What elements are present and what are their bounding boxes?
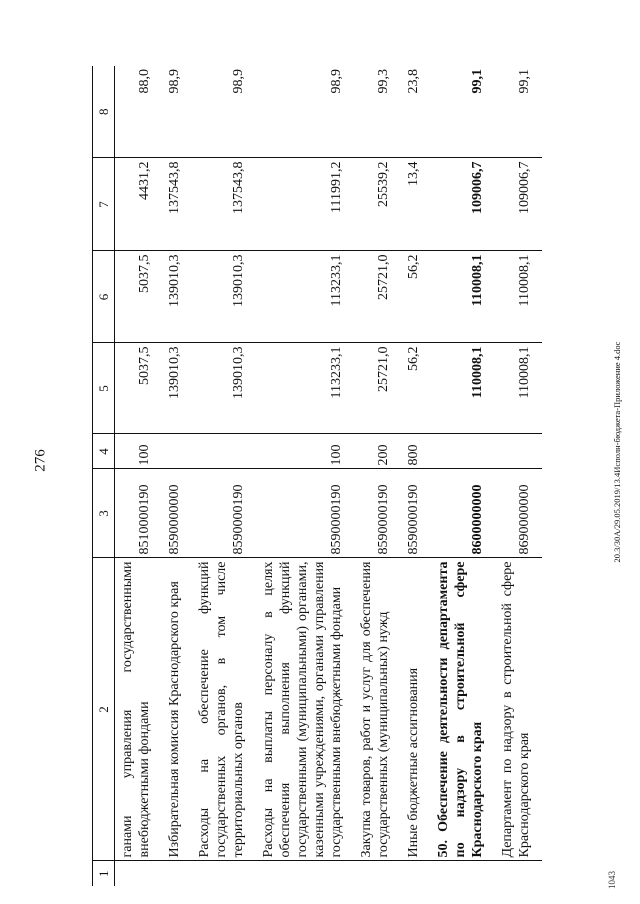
column-6-value-cell: 139010,3	[192, 251, 256, 343]
row-name: Расходы на обеспечение функций государственных органов, в том числе территориальных органов	[197, 561, 246, 858]
expense-type-cell: 100	[256, 434, 354, 469]
column-header-7: 7	[93, 158, 115, 251]
column-5-value-cell: 139010,3	[162, 343, 192, 434]
target-code-cell: 8690000000	[495, 469, 542, 558]
target-code-cell: 8600000000	[431, 469, 495, 558]
table-row	[162, 66, 192, 886]
table-row	[256, 66, 354, 886]
row-name: Избирательная комиссия Краснодарского края	[167, 581, 182, 858]
percent-value-cell: 98,9	[231, 69, 246, 94]
column-header-8: 8	[93, 66, 115, 158]
row-number-cell	[431, 861, 495, 886]
expense-type-cell: 100	[115, 434, 163, 469]
table-row	[495, 66, 542, 886]
column-number-header-row	[93, 66, 115, 886]
column-5-value-cell: 113233,1	[256, 343, 354, 434]
column-6-value-cell: 5037,5	[115, 251, 163, 343]
target-code-cell: 8590000190	[354, 469, 401, 558]
row-name: Обеспечение деятельности департамента по надзору в строительной сфере Краснодарского края	[436, 561, 485, 858]
table-row	[401, 66, 431, 886]
column-6-value-cell: 110008,1	[495, 251, 542, 343]
page-number: 276	[32, 449, 49, 472]
percent-value-cell: 99,1	[470, 69, 485, 94]
row-name-cell	[115, 558, 163, 861]
row-name-cell	[354, 558, 401, 861]
row-name: Департамент по надзору в строительной сфере Краснодарского края	[500, 561, 532, 858]
target-code-cell: 8590000190	[256, 469, 354, 558]
percent-value-cell: 98,9	[329, 69, 344, 94]
column-header-6: 6	[93, 251, 115, 343]
column-5-value-cell: 56,2	[401, 343, 431, 434]
expense-type-cell	[192, 434, 256, 469]
row-name: Закупка товаров, работ и услуг для обеспечения государственных (муниципальных) нужд	[359, 561, 391, 858]
budget-table-area	[92, 66, 590, 886]
column-7-value-cell: 25539,2	[354, 158, 401, 251]
row-name: ганами управления государственными внебюджетными фондами	[120, 561, 152, 858]
target-code-cell: 8590000190	[192, 469, 256, 558]
row-number-cell	[495, 861, 542, 886]
target-code-cell: 8590000000	[162, 469, 192, 558]
file-path-footer: 20.3/30А/29.05.2019/13.4Исполн-бюджета-Приложение 4.doc	[612, 341, 622, 563]
table-row	[354, 66, 401, 886]
expense-type-cell	[162, 434, 192, 469]
column-header-4: 4	[93, 434, 115, 469]
table-row	[115, 66, 163, 886]
row-number-cell	[115, 861, 163, 886]
column-7-value-cell: 109006,7	[495, 158, 542, 251]
expense-type-cell	[495, 434, 542, 469]
table-row	[192, 66, 256, 886]
row-name-cell	[431, 558, 495, 861]
column-header-5: 5	[93, 343, 115, 434]
percent-value-cell: 99,3	[376, 69, 391, 94]
column-5-value-cell: 139010,3	[192, 343, 256, 434]
column-5-value-cell: 5037,5	[115, 343, 163, 434]
percent-value-cell: 99,1	[517, 69, 532, 94]
expense-type-cell: 800	[401, 434, 431, 469]
row-name: Расходы на выплаты персоналу в целях обеспечения выполнения функций государственными (муниципальными) органами, казенными учреждениями, органами управления государственными внебюджетными фондами	[261, 561, 344, 858]
budget-execution-table	[92, 66, 542, 886]
expense-type-cell	[431, 434, 495, 469]
corner-mark: 1043	[607, 871, 617, 889]
row-name-cell	[162, 558, 192, 861]
row-name-cell	[192, 558, 256, 861]
percent-value-cell: 98,9	[167, 69, 182, 94]
column-5-value-cell: 25721,0	[354, 343, 401, 434]
expense-type-cell: 200	[354, 434, 401, 469]
column-header-3: 3	[93, 469, 115, 558]
table-body	[115, 66, 543, 886]
row-name-cell	[256, 558, 354, 861]
column-6-value-cell: 25721,0	[354, 251, 401, 343]
column-7-value-cell: 109006,7	[431, 158, 495, 251]
row-number-cell	[162, 861, 192, 886]
column-7-value-cell: 13,4	[401, 158, 431, 251]
row-name: Иные бюджетные ассигнования	[406, 667, 421, 858]
row-number-cell	[401, 861, 431, 886]
column-7-value-cell: 4431,2	[115, 158, 163, 251]
table-row	[431, 66, 495, 886]
row-number-cell	[256, 861, 354, 886]
row-number-cell	[354, 861, 401, 886]
percent-value-cell: 23,8	[406, 69, 421, 94]
column-header-1: 1	[93, 861, 115, 886]
row-number: 50.	[436, 840, 451, 858]
column-6-value-cell: 110008,1	[431, 251, 495, 343]
column-7-value-cell: 137543,8	[192, 158, 256, 251]
column-7-value-cell: 137543,8	[162, 158, 192, 251]
target-code-cell: 8510000190	[115, 469, 163, 558]
row-name-cell	[495, 558, 542, 861]
column-6-value-cell: 113233,1	[256, 251, 354, 343]
target-code-cell: 8590000190	[401, 469, 431, 558]
column-6-value-cell: 139010,3	[162, 251, 192, 343]
column-5-value-cell: 110008,1	[431, 343, 495, 434]
column-header-2: 2	[93, 558, 115, 861]
column-7-value-cell: 111991,2	[256, 158, 354, 251]
row-number-cell	[192, 861, 256, 886]
column-6-value-cell: 56,2	[401, 251, 431, 343]
row-name-cell	[401, 558, 431, 861]
percent-value-cell: 88,0	[137, 69, 152, 94]
column-5-value-cell: 110008,1	[495, 343, 542, 434]
